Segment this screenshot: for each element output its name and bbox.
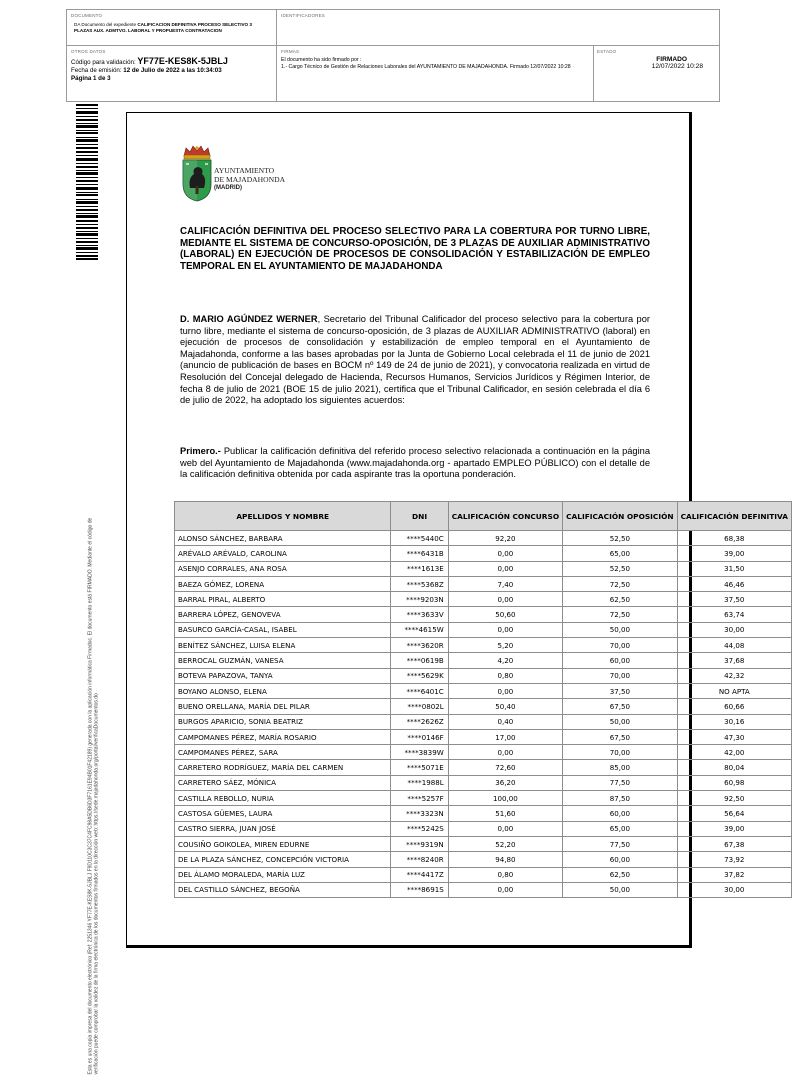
page-indicator: Página 1 de 3 xyxy=(71,75,111,82)
score-oposicion: 50,00 xyxy=(563,714,677,729)
score-oposicion: 70,00 xyxy=(563,668,677,683)
results-table xyxy=(174,501,792,898)
candidate-name: BENÍTEZ SÁNCHEZ, LUISA ELENA xyxy=(175,638,391,653)
score-concurso: 4,20 xyxy=(448,653,562,668)
table-row xyxy=(175,745,792,760)
candidate-name: ALONSO SÁNCHEZ, BARBARA xyxy=(175,531,391,546)
score-concurso: 50,40 xyxy=(448,699,562,714)
score-concurso: 52,20 xyxy=(448,836,562,851)
score-oposicion: 60,00 xyxy=(563,852,677,867)
table-row xyxy=(175,622,792,637)
otros-datos-label: OTROS DATOS xyxy=(71,49,106,54)
score-concurso: 0,00 xyxy=(448,622,562,637)
secretary-name: D. MARIO AGÚNDEZ WERNER xyxy=(180,314,318,324)
table-row xyxy=(175,592,792,607)
candidate-name: ARÉVALO ARÉVALO, CAROLINA xyxy=(175,546,391,561)
score-concurso: 0,40 xyxy=(448,714,562,729)
org-line2: DE MAJADAHONDA xyxy=(214,175,286,184)
table-row xyxy=(175,867,792,882)
score-oposicion: 70,00 xyxy=(563,638,677,653)
table-row xyxy=(175,714,792,729)
score-definitiva: 37,82 xyxy=(677,867,791,882)
candidate-dni: ****3633V xyxy=(391,607,448,622)
signature-metadata-box xyxy=(66,9,720,102)
candidate-name: CAMPOMANES PÉREZ, MARÍA ROSARIO xyxy=(175,729,391,744)
table-row xyxy=(175,561,792,576)
candidate-dni: ****5242S xyxy=(391,821,448,836)
score-definitiva: NO APTA xyxy=(677,683,791,698)
score-definitiva: 92,50 xyxy=(677,791,791,806)
score-oposicion: 77,50 xyxy=(563,775,677,790)
table-row xyxy=(175,806,792,821)
score-definitiva: 56,64 xyxy=(677,806,791,821)
organization-name xyxy=(214,166,285,193)
score-concurso: 100,00 xyxy=(448,791,562,806)
candidate-dni: ****1613E xyxy=(391,561,448,576)
score-concurso: 0,00 xyxy=(448,561,562,576)
score-definitiva: 42,00 xyxy=(677,745,791,760)
score-oposicion: 62,50 xyxy=(563,592,677,607)
candidate-dni: ****2626Z xyxy=(391,714,448,729)
candidate-dni: ****6401C xyxy=(391,683,448,698)
score-concurso: 17,00 xyxy=(448,729,562,744)
primero-text: Publicar la calificación definitiva del referido proceso selectivo relacionada a continuación en la página web del Ayuntamiento de Majadahonda (www.majadahonda.org - apartado EMPLEO PÚBLICO) con el detalle de la calificación definitiva obtenida por cada aspirante tras la oportuna ponderación. xyxy=(180,446,650,480)
score-concurso: 36,20 xyxy=(448,775,562,790)
identificadores-label: IDENTIFICADORES xyxy=(281,13,326,18)
table-row xyxy=(175,699,792,714)
side-text-line1: Esta es una copia impresa del documento electrónico (Ref: 2251346 YF77E-KES8K-5JBLJ F9D110C3C37C4FC98A5DB6D3F7161E94B01F42189) generada con la aplicación informática Firmadoc. El documento está FIRMADO. Mediante el código de xyxy=(87,517,94,1075)
divider xyxy=(593,45,594,101)
candidate-dni: ****1988L xyxy=(391,775,448,790)
score-definitiva: 30,00 xyxy=(677,882,791,897)
score-definitiva: 42,32 xyxy=(677,668,791,683)
table-row xyxy=(175,638,792,653)
candidate-dni: ****5629K xyxy=(391,668,448,683)
score-oposicion: 72,50 xyxy=(563,576,677,591)
score-concurso: 0,00 xyxy=(448,821,562,836)
estado-label: ESTADO xyxy=(597,49,617,54)
candidate-dni: ****0802L xyxy=(391,699,448,714)
table-row xyxy=(175,576,792,591)
org-line1: AYUNTAMIENTO xyxy=(214,166,275,175)
score-concurso: 72,60 xyxy=(448,760,562,775)
documento-label: DOCUMENTO xyxy=(71,13,103,18)
divider xyxy=(67,45,719,46)
score-oposicion: 77,50 xyxy=(563,836,677,851)
score-concurso: 94,80 xyxy=(448,852,562,867)
candidate-dni: ****5071E xyxy=(391,760,448,775)
score-concurso: 50,60 xyxy=(448,607,562,622)
candidate-name: DEL CASTILLO SÁNCHEZ, BEGOÑA xyxy=(175,882,391,897)
score-concurso: 0,00 xyxy=(448,683,562,698)
table-row xyxy=(175,607,792,622)
score-concurso: 0,00 xyxy=(448,745,562,760)
score-concurso: 5,20 xyxy=(448,638,562,653)
estado-date: 12/07/2022 10:28 xyxy=(651,63,703,70)
candidate-name: CASTILLA REBOLLO, NURIA xyxy=(175,791,391,806)
candidate-dni: ****4417Z xyxy=(391,867,448,882)
candidate-name: BAEZA GÓMEZ, LORENA xyxy=(175,576,391,591)
score-oposicion: 65,00 xyxy=(563,546,677,561)
fecha-emision: 12 de Julio de 2022 a las 10:34:03 xyxy=(123,67,222,74)
score-definitiva: 80,04 xyxy=(677,760,791,775)
score-oposicion: 50,00 xyxy=(563,882,677,897)
candidate-dni: ****9319N xyxy=(391,836,448,851)
documento-title: CALIFICACION DEFINITIVA PROCESO SELECTIVO 3 PLAZAS AUX. ADMTVO. LABORAL Y PROPUESTA CONTRATACION xyxy=(74,22,252,33)
candidate-dni: ****6431B xyxy=(391,546,448,561)
header-dni: DNI xyxy=(391,502,448,531)
score-definitiva: 63,74 xyxy=(677,607,791,622)
coat-of-arms-icon xyxy=(180,144,214,202)
score-oposicion: 62,50 xyxy=(563,867,677,882)
header-definitiva: CALIFICACIÓN DEFINITIVA xyxy=(677,502,791,531)
table-row xyxy=(175,653,792,668)
firmas-cell xyxy=(281,49,589,71)
candidate-name: CASTOSA GÜEMES, LAURA xyxy=(175,806,391,821)
candidate-dni: ****5257F xyxy=(391,791,448,806)
identificadores-cell xyxy=(281,13,325,18)
score-definitiva: 37,50 xyxy=(677,592,791,607)
primero-label: Primero.- xyxy=(180,446,221,456)
estado-value: FIRMADO xyxy=(656,56,687,63)
candidate-dni: ****3620R xyxy=(391,638,448,653)
score-definitiva: 30,16 xyxy=(677,714,791,729)
score-concurso: 92,20 xyxy=(448,531,562,546)
intro-text: , Secretario del Tribunal Calificador del proceso selectivo para la cobertura por turno libre, mediante el sistema de concurso-oposición, de 3 plazas de AUXILIAR ADMINISTRATIVO (laboral) en ejecución de procesos de consolidación y estabilización de empleo temporal en el Ayuntamiento de Majadahonda, conforme a las bases aprobadas por la Junta de Gobierno Local celebrada el 11 de junio de 2021 (anuncio de publicación de bases en BOCM nº 149 de 24 de junio de 2021), y convocatoria realizada en virtud de Resolución del Concejal delegado de Hacienda, Recursos Humanos, Servicios Jurídicos y Régimen Interior, de fecha 8 de julio de 2021 (BOE 15 de julio 2021), certifica que el Tribunal Calificador, en sesión celebrada el día 6 de julio de 2022, ha adoptado los siguientes acuerdos: xyxy=(180,314,650,406)
table-row xyxy=(175,546,792,561)
candidate-name: CASTRO SIERRA, JUAN JOSÉ xyxy=(175,821,391,836)
org-line3: (MADRID) xyxy=(214,185,242,191)
documento-prefix: DA Documento del expediente xyxy=(74,22,137,27)
score-oposicion: 37,50 xyxy=(563,683,677,698)
document-title: CALIFICACIÓN DEFINITIVA DEL PROCESO SELECTIVO PARA LA COBERTURA POR TURNO LIBRE, MEDIANTE EL SISTEMA DE CONCURSO-OPOSICIÓN, DE 3 PLAZAS DE AUXILIAR ADMINISTRATIVO (LABORAL) EN EJECUCIÓN DE PROCESOS DE CONSOLIDACIÓN Y ESTABILIZACIÓN DE EMPLEO TEMPORAL EN EL AYUNTAMIENTO DE MAJADAHONDA xyxy=(180,226,650,273)
candidate-name: BOYANO ALONSO, ELENA xyxy=(175,683,391,698)
table-row xyxy=(175,852,792,867)
candidate-dni: ****8240R xyxy=(391,852,448,867)
score-oposicion: 60,00 xyxy=(563,653,677,668)
score-definitiva: 73,92 xyxy=(677,852,791,867)
candidate-name: ASENJO CORRALES, ANA ROSA xyxy=(175,561,391,576)
candidate-dni: ****4615W xyxy=(391,622,448,637)
table-row xyxy=(175,791,792,806)
table-body xyxy=(175,531,792,898)
candidate-name: DEL ÁLAMO MORALEDA, MARÍA LUZ xyxy=(175,867,391,882)
score-definitiva: 60,66 xyxy=(677,699,791,714)
score-concurso: 0,80 xyxy=(448,867,562,882)
table-header-row xyxy=(175,502,792,531)
candidate-dni: ****0146F xyxy=(391,729,448,744)
table-row xyxy=(175,683,792,698)
header-apellidos: APELLIDOS Y NOMBRE xyxy=(175,502,391,531)
otros-datos-cell xyxy=(71,49,275,83)
score-concurso: 0,00 xyxy=(448,592,562,607)
score-definitiva: 68,38 xyxy=(677,531,791,546)
side-text-line2: verificación puede comprobar la validez de la firma electrónica de los documentos firmados en la dirección web: https://sede.majadahonda.org/portal/verificaDocumentos.do xyxy=(93,693,100,1075)
table-row xyxy=(175,775,792,790)
table-row xyxy=(175,668,792,683)
score-oposicion: 87,50 xyxy=(563,791,677,806)
score-oposicion: 72,50 xyxy=(563,607,677,622)
estado-cell xyxy=(597,49,717,70)
candidate-name: BUENO ORELLANA, MARÍA DEL PILAR xyxy=(175,699,391,714)
candidate-name: DE LA PLAZA SÁNCHEZ, CONCEPCIÓN VICTORIA xyxy=(175,852,391,867)
candidate-dni: ****9203N xyxy=(391,592,448,607)
score-definitiva: 37,68 xyxy=(677,653,791,668)
candidate-name: CARRETERO SÁEZ, MÓNICA xyxy=(175,775,391,790)
score-definitiva: 67,38 xyxy=(677,836,791,851)
score-definitiva: 44,08 xyxy=(677,638,791,653)
score-oposicion: 50,00 xyxy=(563,622,677,637)
candidate-name: BURGOS APARICIO, SONIA BEATRIZ xyxy=(175,714,391,729)
header-concurso: CALIFICACIÓN CONCURSO xyxy=(448,502,562,531)
score-concurso: 0,00 xyxy=(448,882,562,897)
table-row xyxy=(175,821,792,836)
score-concurso: 51,60 xyxy=(448,806,562,821)
score-oposicion: 85,00 xyxy=(563,760,677,775)
score-oposicion: 52,50 xyxy=(563,561,677,576)
candidate-name: BOTEVA PAPAZOVA, TANYA xyxy=(175,668,391,683)
documento-cell xyxy=(71,13,271,34)
score-concurso: 0,80 xyxy=(448,668,562,683)
table-row xyxy=(175,760,792,775)
table-row xyxy=(175,531,792,546)
candidate-dni: ****3839W xyxy=(391,745,448,760)
score-oposicion: 70,00 xyxy=(563,745,677,760)
candidate-name: CARRETERO RODRÍGUEZ, MARÍA DEL CARMEN xyxy=(175,760,391,775)
score-definitiva: 46,46 xyxy=(677,576,791,591)
candidate-dni: ****5368Z xyxy=(391,576,448,591)
candidate-name: BASURCO GARCÍA-CASAL, ISABEL xyxy=(175,622,391,637)
table-row xyxy=(175,882,792,897)
table-row xyxy=(175,729,792,744)
primero-paragraph xyxy=(180,446,650,481)
candidate-dni: ****3323N xyxy=(391,806,448,821)
score-oposicion: 60,00 xyxy=(563,806,677,821)
score-concurso: 7,40 xyxy=(448,576,562,591)
score-oposicion: 65,00 xyxy=(563,821,677,836)
score-definitiva: 31,50 xyxy=(677,561,791,576)
codigo-label: Código para validación: xyxy=(71,59,136,66)
verification-side-text xyxy=(88,180,114,1075)
intro-paragraph xyxy=(180,314,650,407)
candidate-name: CAMPOMANES PÉREZ, SARA xyxy=(175,745,391,760)
score-definitiva: 39,00 xyxy=(677,546,791,561)
firmas-label: FIRMAS xyxy=(281,49,300,54)
firmas-intro: El documento ha sido firmado por : xyxy=(281,57,362,63)
candidate-name: COUSIÑO GOIKOLEA, MIREN EDURNE xyxy=(175,836,391,851)
header-oposicion: CALIFICACIÓN OPOSICIÓN xyxy=(563,502,677,531)
codigo-validacion[interactable]: YF77E-KES8K-5JBLJ xyxy=(137,56,228,66)
score-definitiva: 47,30 xyxy=(677,729,791,744)
candidate-name: BARRAL PIRAL, ALBERTO xyxy=(175,592,391,607)
candidate-dni: ****0619B xyxy=(391,653,448,668)
table-row xyxy=(175,836,792,851)
divider xyxy=(276,10,277,101)
score-oposicion: 52,50 xyxy=(563,531,677,546)
candidate-dni: ****5440C xyxy=(391,531,448,546)
fecha-label: Fecha de emisión: xyxy=(71,67,122,74)
candidate-dni: ****8691S xyxy=(391,882,448,897)
score-definitiva: 39,00 xyxy=(677,821,791,836)
candidate-name: BERROCAL GUZMÁN, VANESA xyxy=(175,653,391,668)
score-oposicion: 67,50 xyxy=(563,699,677,714)
candidate-name: BARRERA LÓPEZ, GENOVEVA xyxy=(175,607,391,622)
firmas-detail: 1.- Cargo Técnico de Gestión de Relaciones Laborales del AYUNTAMIENTO DE MAJADAHONDA. Firmado 12/07/2022 10:28 xyxy=(281,63,571,70)
score-definitiva: 30,00 xyxy=(677,622,791,637)
score-oposicion: 67,50 xyxy=(563,729,677,744)
score-definitiva: 60,98 xyxy=(677,775,791,790)
score-concurso: 0,00 xyxy=(448,546,562,561)
